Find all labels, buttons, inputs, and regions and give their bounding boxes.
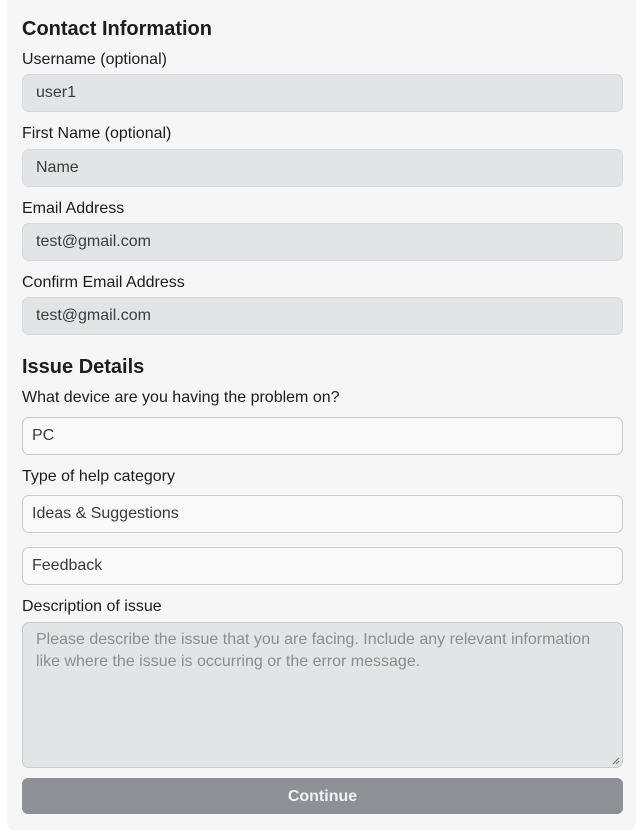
device-label: What device are you having the problem on? xyxy=(22,389,340,406)
description-placeholder: Please describe the issue that you are facing. Include any relevant information like where the issue is occurring or the error message. xyxy=(36,631,591,670)
confirm-email-label: Confirm Email Address xyxy=(22,274,185,291)
help-category-select[interactable]: Ideas & Suggestions xyxy=(22,495,623,533)
issue-details-heading: Issue Details xyxy=(22,356,145,378)
confirm-email-field[interactable]: test@gmail.com xyxy=(22,297,623,335)
help-subcategory-select[interactable]: Feedback xyxy=(22,547,623,585)
first-name-label: First Name (optional) xyxy=(22,125,172,142)
support-form-panel xyxy=(7,0,636,830)
first-name-field[interactable]: Name xyxy=(22,149,623,187)
continue-button[interactable]: Continue xyxy=(22,778,623,814)
contact-information-heading: Contact Information xyxy=(22,18,212,40)
resize-handle-icon[interactable] xyxy=(612,757,620,765)
description-label: Description of issue xyxy=(22,598,162,615)
help-category-label: Type of help category xyxy=(22,468,175,485)
description-textarea[interactable] xyxy=(22,622,623,768)
email-field[interactable]: test@gmail.com xyxy=(22,223,623,261)
device-select[interactable]: PC xyxy=(22,417,623,455)
email-label: Email Address xyxy=(22,200,125,217)
username-field[interactable]: user1 xyxy=(22,74,623,112)
username-label: Username (optional) xyxy=(22,51,167,68)
